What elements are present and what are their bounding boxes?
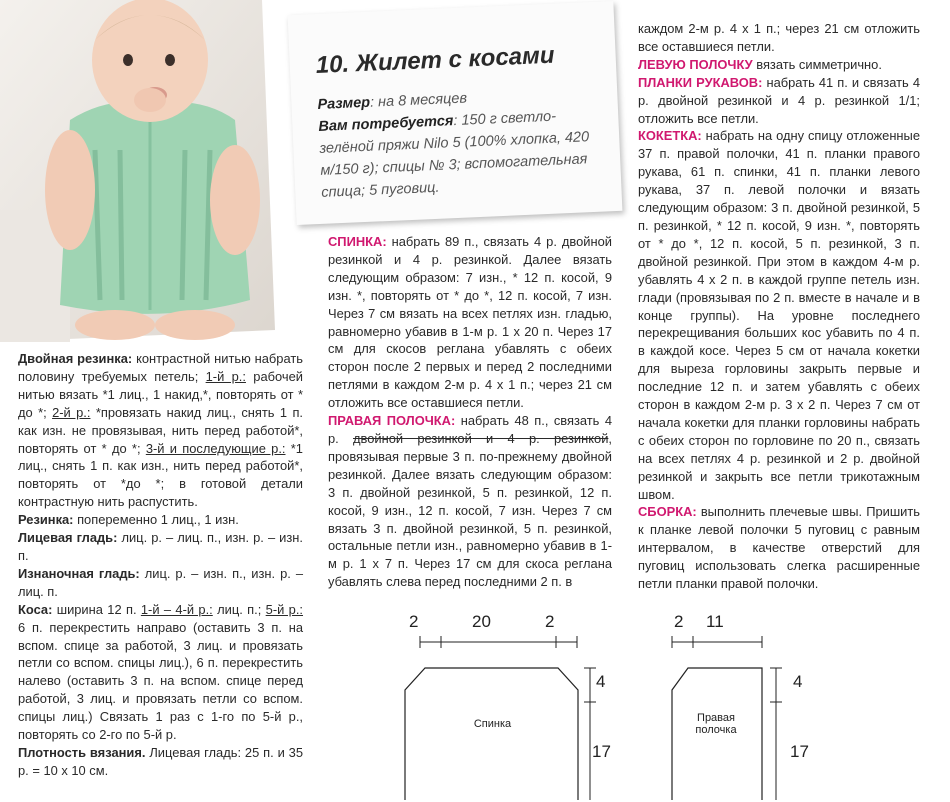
yoke-paragraph: КОКЕТКА: набрать на одну спицу отложенные 37 п. правой полочки, 41 п. планки правого рукава, 61 п. спинки, 41 п. планки левого рукава, 37 п. левой полочки и вязать следующим образом: 3 п. двойной резинкой, 5 п. резинкой, * 12 п. косой, 9 изн. *, повторять от * до *, 12 п. косой, 5 п. резинкой, 3 п. двойной резинкой. При этом в каждом 4-м р. убавлять 4 x 2 п. в каждой группе петель изн. глади (провязывая по 2 п. вместе в начале и в конце группы). На уровне последнего перекрещивания больших кос убавить по 4 п. в каждой косе. Через 5 см от начала кокетки для выреза горловины закрыть первые и последние 12 п. и затем убавлять с обеих сторон в каждом 2-м р. 3 x 2 п. Через 7 см от начала кокетки для планки горловины набрать с обеих сторон по горловине по 20 п., связать на всех петлях 4 р. резинкой и 2 р. двойной резинкой и закрыть все петли трикотажным швом. (638, 128, 920, 502)
back-shape (405, 668, 578, 800)
front-dim-mid: 11 (706, 612, 724, 631)
double-rib-label: Двойная резинка: (18, 351, 133, 366)
double-rib-paragraph: Двойная резинка: контрастной нитью набрать половину требуемых петель; 1-й р.: рабочей нитью вязать *1 лиц., 1 накид,*, повторять от * до *; 2-й р.: *провязать накид лиц., снять 1 п. как изн. не провязывая, нить перед работой*, повторять от * до *; 3-й и последующие р.: *1 лиц., снять 1 п. как изн., нить перед работой*, повторять от *до *; в готовой детали контрастную нить распустить. (18, 351, 304, 510)
left-front-paragraph: ЛЕВУЮ ПОЛОЧКУ вязать симметрично. (638, 56, 882, 72)
gauge-paragraph: Плотность вязания. Лицевая гладь: 25 п. и 35 р. = 10 x 10 см. (18, 744, 304, 778)
needs-label: Вам потребуется (318, 113, 454, 135)
sleeve-bands-paragraph: ПЛАНКИ РУКАВОВ: набрать 41 п. и связать 4 р. двойной резинкой и 4 р. резинкой 1/1; отложить все петли. (638, 74, 920, 126)
back-dim-height: 17 (592, 742, 611, 761)
front-dim-left: 2 (674, 612, 684, 631)
stockinette-paragraph: Лицевая гладь: лиц. р. – лиц. п., изн. р. – изн. п. (18, 530, 303, 563)
back-paragraph: СПИНКА: набрать 89 п., связать 4 р. двойной резинкой и 4 р. резинкой. Далее вязать следующим образом: 7 изн., * 12 п. косой, 9 изн. *, повторять от * до *, 12 п. косой, 7 изн. Через 7 см вязать на всех петлях изн. гладью, равномерно убавив в 1-м р. 1 x 20 п. Через 17 см для скосов реглана убавлять с обеих сторон после 2 первых и перед 2 последними петлями в каждом 2-м р. 4 x 1 п.; через 21 см отложить все оставшиеся петли. (328, 234, 612, 411)
assembly-paragraph: СБОРКА: выполнить плечевые швы. Пришить к планке левой полочки 5 пуговиц с равным интервалом, в качестве отверстий для пуговиц использовать слегка расширенные петли планки правой полочки. (638, 504, 920, 592)
back-dim-left: 2 (409, 612, 419, 631)
right-front-label: ПРАВАЯ ПОЛОЧКА: (328, 413, 456, 429)
front-dim-height: 17 (790, 742, 809, 761)
cable-paragraph: Коса: ширина 12 п. 1-й – 4-й р.: лиц. п.; 5-й р.: 6 п. перекрестить направо (оставить 3 п. на вспом. спице за работой, 3 лиц. и провязать петли со вспом. спицы лиц.), 6 п. перекрестить налево (оставить 3 п. на вспом. спице перед работой, 3 лиц. и провязать петли со вспом. спицы лиц.) Связать 1 раз с 1-го по 5-й р., повторять со 2-го по 5-й р. (18, 601, 304, 743)
back-label: СПИНКА: (328, 234, 387, 249)
pattern-title: 10. Жилет с косами (315, 41, 556, 80)
right-front-paragraph: ПРАВАЯ ПОЛОЧКА: набрать 48 п., связать 4 р. двойной резинкой и 4 р. резинкой, провязывая первые 3 п. по-прежнему двойной резинкой. Далее вязать следующим образом: 3 п. двойной резинкой, 5 п. резинкой, 12 п. косой, 9 изн., 12 п. косой, 7 изн. Через 7 см вязать 3 п. двойной резинкой, 5 п. резинкой, остальные петли изн., равномерно убавив в 1-м р. 1 x 7 п. Через 17 см для скоса реглана убавлять слева перед последними 2 п. в (328, 413, 613, 590)
size-value: : на 8 месяцев (369, 90, 468, 111)
front-label-diagram: Правая полочка (695, 712, 737, 736)
size-label: Размер (317, 94, 371, 113)
back-dim-mid: 20 (472, 612, 491, 631)
back-dim-top: 4 (596, 672, 606, 691)
back-label-diagram: Спинка (473, 718, 512, 730)
back-dim-right: 2 (545, 612, 555, 631)
rib-paragraph: Резинка: попеременно 1 лиц., 1 изн. (18, 512, 239, 528)
reverse-stockinette-paragraph: Изнаночная гладь: лиц. р. – изн. п., изн. р. – лиц. п. (18, 565, 303, 599)
continuation-paragraph: каждом 2-м р. 4 x 1 п.; через 21 см отложить все оставшиеся петли. (638, 21, 920, 54)
needs-value: : 150 г светло-зелёной пряжи Nilo 5 (100% хлопка, 420 м/150 г); спицы № 3; вспомогательная спица; 5 пуговиц. (319, 108, 590, 201)
front-dim-top: 4 (793, 672, 803, 691)
